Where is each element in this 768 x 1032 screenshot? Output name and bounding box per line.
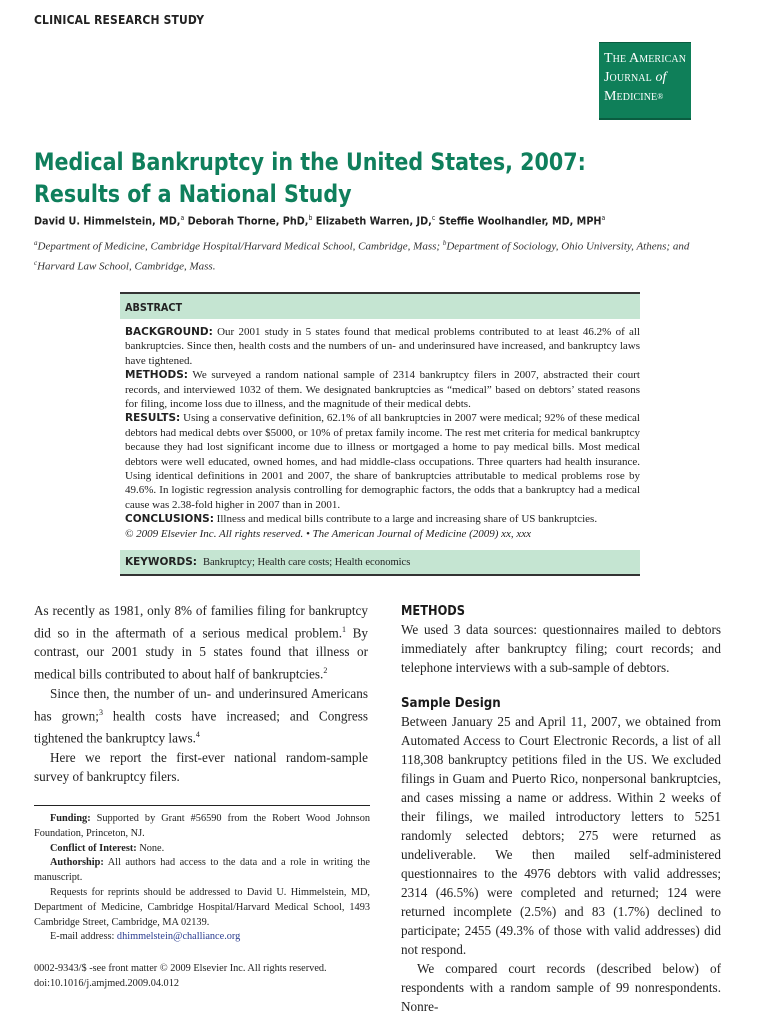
methods-label: METHODS: — [125, 369, 188, 382]
logo-journal: Journal — [604, 70, 652, 85]
logo-line-1: The American — [604, 51, 687, 66]
section-label: CLINICAL RESEARCH STUDY — [34, 12, 205, 27]
author: Deborah Thorne, PhD, — [187, 214, 309, 228]
reprints-note: Requests for reprints should be addressed to David U. Himmelstein, MD, Department of Medicine, Cambridge Hospital/Harvard Medical School, 1493 Cambridge Street, Cambridge, MA 02139. — [34, 886, 370, 928]
citation-link[interactable]: 1 — [342, 625, 347, 634]
page-footer — [34, 961, 374, 991]
abstract-background — [125, 325, 640, 368]
sample-design-heading: Sample Design — [401, 695, 501, 711]
abstract-heading-band — [120, 292, 640, 319]
funding-label: Funding: — [50, 813, 91, 824]
logo-line-3 — [604, 87, 691, 106]
funding-note — [34, 812, 370, 842]
intro-column — [34, 601, 368, 786]
author: David U. Himmelstein, MD, — [34, 214, 181, 228]
author-affil-sup: b — [308, 214, 313, 222]
abstract-conclusions — [125, 512, 640, 526]
citation-link[interactable]: 2 — [323, 666, 328, 676]
affiliation: Department of Medicine, Cambridge Hospital/Harvard Medical School, Cambridge, Mass; — [37, 240, 443, 253]
intro-text: health costs have increased; and Congress tightened the bankruptcy laws. — [34, 708, 368, 746]
author-affil-sup: c — [431, 214, 436, 222]
citation-link[interactable]: 3 — [98, 707, 103, 717]
abstract-methods — [125, 368, 640, 411]
title-line-2: Results of a National Study — [34, 180, 352, 208]
footnote-divider — [34, 805, 370, 806]
email-link[interactable]: dhimmelstein@challiance.org — [116, 931, 241, 943]
sample-design-paragraph: We compared court records (described below) of respondents with a random sample of 99 nonrespondents. Nonre- — [401, 961, 721, 1014]
affil-sup: c — [34, 258, 38, 267]
methods-heading: METHODS — [401, 604, 466, 619]
title-line-1: Medical Bankruptcy in the United States, 2007: — [34, 148, 586, 176]
issn-line: 0002-9343/$ -see front matter © 2009 Elsevier Inc. All rights reserved. — [34, 963, 327, 974]
intro-text: Since then, the number of un- and underinsured Americans has grown; — [34, 685, 368, 724]
affil-sup: a — [34, 239, 38, 247]
email-note — [34, 930, 370, 945]
logo-of: of — [655, 70, 667, 85]
author: Elizabeth Warren, JD, — [315, 214, 432, 228]
keywords-band — [120, 550, 640, 576]
author-affil-sup: a — [180, 214, 185, 222]
background-label: BACKGROUND: — [125, 326, 213, 338]
intro-paragraph — [34, 684, 368, 748]
author: Steffie Woolhandler, MD, MPH — [438, 214, 602, 228]
author-list — [34, 214, 605, 228]
funding-text: Supported by Grant #56590 from the Robert Wood Johnson Foundation, Princeton, NJ. — [34, 813, 370, 839]
conflict-note — [34, 842, 370, 857]
conflict-text: None. — [136, 842, 165, 854]
abstract-body — [120, 319, 640, 541]
keywords-label: KEYWORDS: — [125, 556, 197, 569]
abstract-copyright: © 2009 Elsevier Inc. All rights reserved. • The American Journal of Medicine (2009) xx, xxx — [125, 527, 532, 540]
results-label: RESULTS: — [125, 412, 181, 425]
footnotes — [34, 812, 370, 945]
affil-sup: b — [442, 239, 447, 247]
doi-line[interactable]: doi:10.1016/j.amjmed.2009.04.012 — [34, 978, 180, 989]
methods-column — [401, 601, 721, 1016]
keywords-text: Bankruptcy; Health care costs; Health economics — [202, 557, 411, 569]
logo-line-2 — [604, 68, 691, 87]
affiliation: Harvard Law School, Cambridge, Mass. — [37, 260, 216, 273]
logo-medicine: Medicine — [604, 89, 658, 104]
conflict-label: Conflict of Interest: — [50, 842, 137, 854]
intro-text: As recently as 1981, only 8% of families filing for bankruptcy did so in the aftermath of a serious medical problem. — [34, 603, 368, 641]
email-label: E-mail address: — [50, 931, 117, 943]
registered-mark-icon: ® — [657, 92, 664, 101]
abstract-heading: ABSTRACT — [125, 301, 183, 314]
authorship-text: All authors had access to the data and a role in writing the manuscript. — [34, 857, 370, 884]
citation-link[interactable]: 4 — [195, 730, 200, 740]
affiliations — [34, 235, 720, 274]
authorship-label: Authorship: — [50, 857, 104, 869]
methods-paragraph: We used 3 data sources: questionnaires mailed to debtors immediately after bankruptcy filing; court records; and telephone interviews with a sub-sample of debtors. — [401, 622, 721, 675]
conclusions-text: Illness and medical bills contribute to a large and increasing share of US bankruptcies. — [213, 513, 598, 526]
authorship-note — [34, 856, 370, 886]
journal-logo — [599, 42, 691, 120]
methods-text: We surveyed a random national sample of 2314 bankruptcy filers in 2007, abstracted their court records, and interviewed 1032 of them. We designated bankruptcies as “medical” based on debtors’ stated reasons for filing, income loss due to illness, and the magnitude of their medical debts. — [125, 369, 640, 411]
intro-text: By contrast, our 2001 study in 5 states found that illness or medical bills contributed to about half of bankruptcies. — [34, 625, 369, 682]
conclusions-label: CONCLUSIONS: — [125, 513, 214, 526]
sample-design-paragraph: Between January 25 and April 11, 2007, we obtained from Automated Access to Court Electronic Records, a list of all 118,308 bankruptcy petitions filed in the US. We excluded filings in Guam and Puerto Rico, nonpersonal bankruptcies, and cases missing a name or address. Within 2 weeks of their filings, we mailed introductory letters to 5251 randomly selected debtors; 275 were returned as undeliverable. We then mailed self-administered questionnaires to the 4976 debtors with valid addresses; 2314 (46.5%) were completed and returned; 124 were returned incomplete (2.5%) and 83 (1.7%) declined to participate; 2455 (49.3% of those with valid addresses) did not respond. — [401, 714, 721, 957]
article-title — [34, 146, 586, 210]
intro-paragraph — [34, 601, 368, 684]
abstract-results — [125, 411, 640, 512]
abstract-box — [120, 292, 640, 576]
results-text: Using a conservative definition, 62.1% of all bankruptcies in 2007 were medical; 92% of these medical debtors had medical debts over $5000, or 10% of pretax family income. The rest met criteria for medical bankruptcy because they had lost significant income due to illness or mortgaged a home to pay medical bills. Most medical debtors were well educated, owned homes, and had middle-class occupations. Three quarters had health insurance. Using identical definitions in 2001 and 2007, the share of bankruptcies attributable to medical problems rose by 49.6%. In logistic regression analysis controlling for demographic factors, the odds that a bankruptcy had a medical cause was 2.38-fold higher in 2007 than in 2001. — [125, 412, 640, 511]
affiliation: Department of Sociology, Ohio University, Athens; and — [446, 240, 690, 253]
intro-paragraph: Here we report the first-ever national random-sample survey of bankruptcy filers. — [34, 749, 368, 784]
background-text: Our 2001 study in 5 states found that medical problems contributed to at least 46.2% of all bankruptcies. Since then, health costs and the numbers of un- and underinsured have increased, and bankruptcy laws have tightened. — [125, 326, 640, 367]
author-affil-sup: a — [601, 214, 606, 222]
